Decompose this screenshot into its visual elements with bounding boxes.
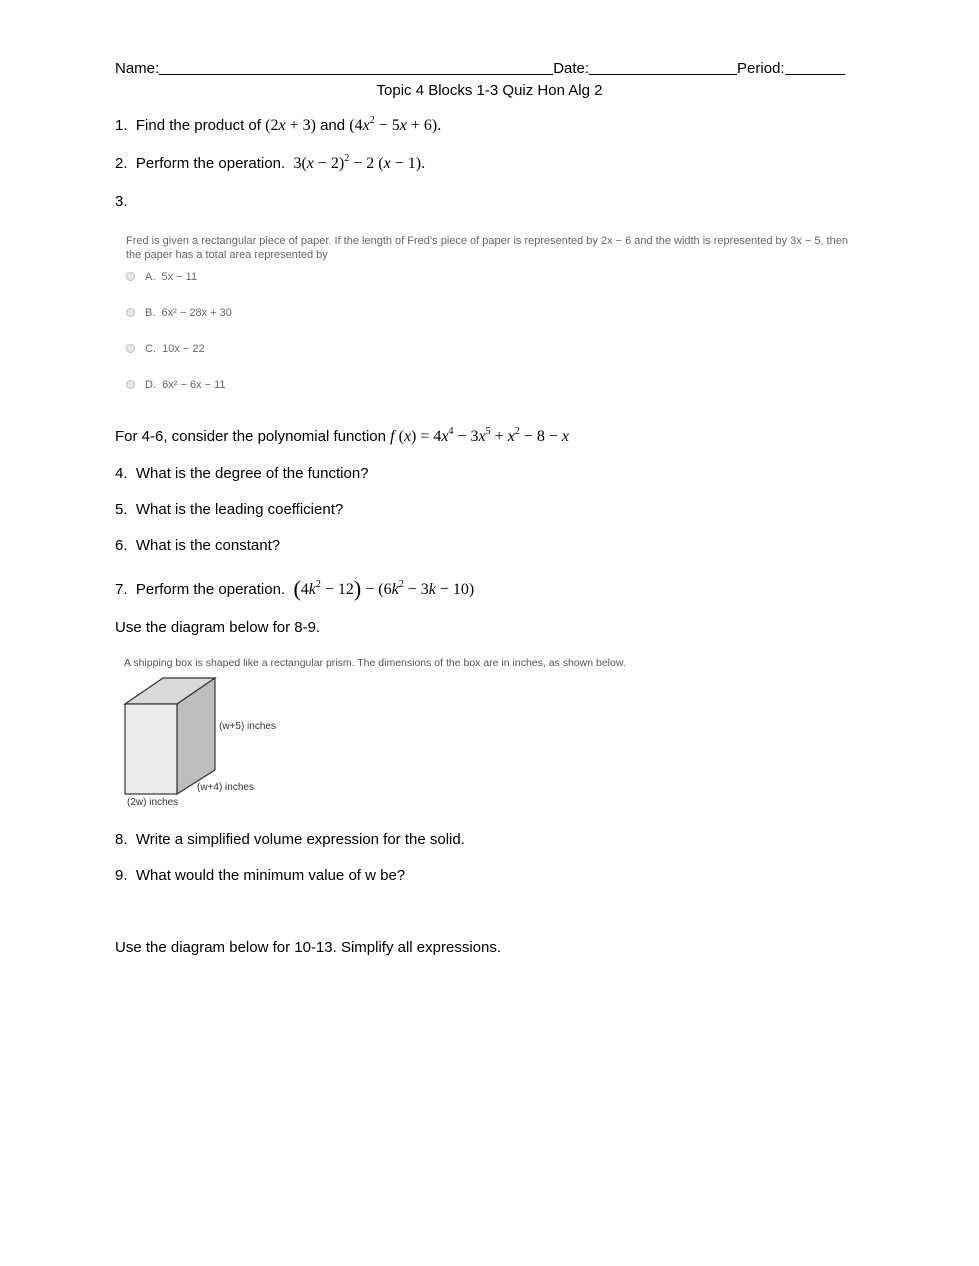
q3-option-b[interactable] xyxy=(126,307,232,319)
option-text: 5x − 11 xyxy=(161,271,198,283)
q1-expr-a: (2x + 3) xyxy=(265,117,316,134)
q3-option-a[interactable] xyxy=(126,271,197,283)
question-9 xyxy=(115,867,405,884)
q6-number: 6. xyxy=(115,537,128,554)
option-text: 10x − 22 xyxy=(162,343,205,355)
option-letter: D. xyxy=(145,379,156,391)
box-width-label: (2w) inches xyxy=(127,797,179,808)
option-letter: A. xyxy=(145,271,156,283)
poly-intro xyxy=(115,428,569,446)
poly-text: For 4-6, consider the polynomial function xyxy=(115,428,386,445)
radio-icon[interactable] xyxy=(126,380,135,389)
question-1 xyxy=(115,117,441,135)
q1-end: . xyxy=(437,117,442,134)
diagram1-caption: A shipping box is shaped like a rectangular prism. The dimensions of the box are in inches, as shown below. xyxy=(124,657,626,669)
box-depth-label: (w+4) inches xyxy=(197,782,254,793)
q5-text: What is the leading coefficient? xyxy=(135,501,344,518)
q3-option-d[interactable] xyxy=(126,379,226,391)
box-height-label: (w+5) inches xyxy=(219,721,276,732)
box-front-face xyxy=(125,704,177,794)
option-text: 6x² − 28x + 30 xyxy=(161,307,232,319)
diagram1-intro: Use the diagram below for 8-9. xyxy=(115,619,321,636)
question-4 xyxy=(115,465,369,482)
q1-joiner: and xyxy=(320,117,346,134)
q2-expr: $3(x - 2)^2 - 2$ (x − 1) xyxy=(293,153,422,172)
q8-number: 8. xyxy=(115,831,128,848)
question-6 xyxy=(115,537,280,554)
q6-text: What is the constant? xyxy=(135,537,281,554)
diagram2-intro: Use the diagram below for 10-13. Simplify all expressions. xyxy=(115,939,502,956)
q1-number: 1. xyxy=(115,117,128,134)
q7-expr: $(4k^2 - 12) - (6k^2 - 3k - 10)$ xyxy=(293,576,475,601)
radio-icon[interactable] xyxy=(126,272,135,281)
q7-number: 7. xyxy=(115,581,128,598)
question-7 xyxy=(115,576,474,602)
radio-icon[interactable] xyxy=(126,308,135,317)
question-8 xyxy=(115,831,465,848)
q1-text: Find the product of xyxy=(135,117,261,134)
q3-number: 3. xyxy=(115,193,128,210)
poly-expr: f $(x) = 4x^4 - 3x^5 + x^2 - 8 - x$ xyxy=(390,426,569,445)
q3-prompt: Fred is given a rectangular piece of paper. If the length of Fred’s piece of paper is represented by 2x − 6 and the width is represented by 3x − 5, then the paper has a total area represented by xyxy=(126,235,848,261)
q2-text: Perform the operation. xyxy=(135,155,286,172)
page-title: Topic 4 Blocks 1-3 Quiz Hon Alg 2 xyxy=(376,82,603,99)
q7-text: Perform the operation. xyxy=(135,581,286,598)
option-text: 6x² − 6x − 11 xyxy=(162,379,226,391)
q5-number: 5. xyxy=(115,501,128,518)
header-line xyxy=(115,60,845,77)
period-blank[interactable] xyxy=(785,60,845,75)
q2-number: 2. xyxy=(115,155,128,172)
period-label: Period: xyxy=(737,60,785,77)
date-blank[interactable] xyxy=(589,60,737,75)
name-label: Name: xyxy=(115,60,160,77)
q4-number: 4. xyxy=(115,465,128,482)
q8-text: Write a simplified volume expression for the solid. xyxy=(135,831,465,848)
question-5 xyxy=(115,501,343,518)
name-blank[interactable] xyxy=(159,60,553,75)
q4-text: What is the degree of the function? xyxy=(135,465,369,482)
q2-end: . xyxy=(421,155,426,172)
option-letter: C. xyxy=(145,343,156,355)
q9-number: 9. xyxy=(115,867,128,884)
radio-icon[interactable] xyxy=(126,344,135,353)
q9-text: What would the minimum value of w be? xyxy=(135,867,406,884)
date-label: Date: xyxy=(553,60,590,77)
q1-expr-b: $(4x^2 - 5x + 6)$ xyxy=(349,115,438,134)
q3-option-c[interactable] xyxy=(126,343,205,355)
option-letter: B. xyxy=(145,307,156,319)
question-2 xyxy=(115,155,425,173)
